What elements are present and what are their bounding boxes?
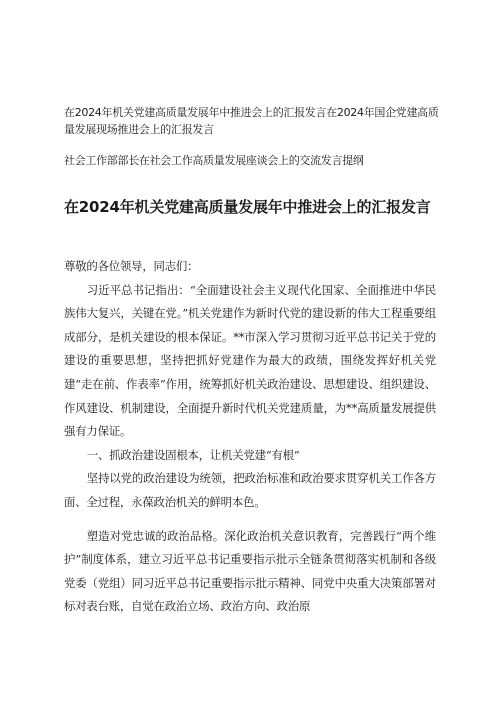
salutation: 尊敬的各位领导，同志们： xyxy=(64,259,199,273)
paragraph-1: 习近平总书记指出：“全面建设社会主义现代化国家、全面推进中华民族伟大复兴，关键在党。”机关党建作为新时代党的建设新的伟大工程重要组成部分，是机关建设的根本保证。**市深入学习贯彻习近平总书记关于党的建设的重要思想，坚持把抓好党建作为最大的政绩，围绕发挥好机关党建“走在前、作表率”作用，统筹抓好机关政治建设、思想建设、组织建设、作风建设、机制建设，全面提升新时代机关党建质量，为**高质量发展提供强有力保证。 xyxy=(64,282,436,439)
section-heading-1: 一、抓政治建设固根本，让机关党建“有根” xyxy=(86,447,300,462)
document-title: 在2024年机关党建高质量发展年中推进会上的汇报发言 xyxy=(64,198,431,216)
related-titles xyxy=(64,104,444,169)
paragraph-2: 坚持以党的政治建设为统领，把政治标准和政治要求贯穿机关工作各方面、全过程，永葆政治机关的鲜明本色。 xyxy=(64,471,436,509)
paragraph-3: 塑造对党忠诚的政治品格。深化政治机关意识教育，完善践行“两个维护”制度体系，建立习近平总书记重要指示批示全链条贯彻落实机制和各级党委（党组）同习近平总书记重要指示批示精神、同党中央重大决策部署对标对表台账，自觉在政治立场、政治方向、政治原 xyxy=(64,528,436,614)
related-title-1: 在2024年机关党建高质量发展年中推进会上的汇报发言在2024年国企党建高质量发展现场推进会上的汇报发言 xyxy=(64,106,439,136)
document-body xyxy=(64,255,436,619)
related-title-2: 社会工作部部长在社会工作高质量发展座谈会上的交流发言提纲 xyxy=(64,154,364,167)
